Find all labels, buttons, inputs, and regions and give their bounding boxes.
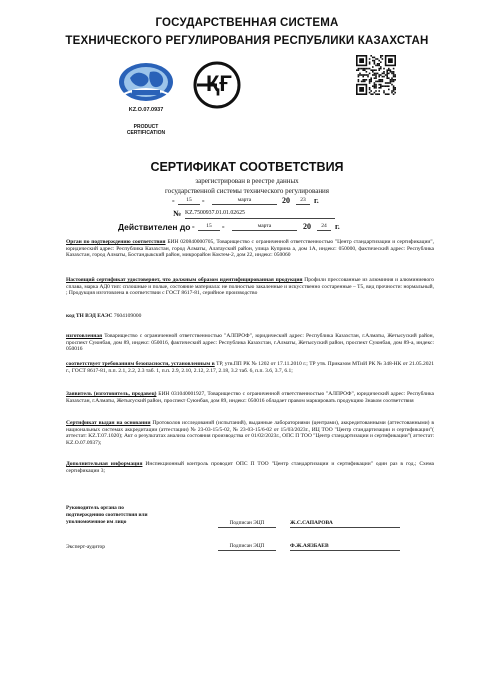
conformity-mark-icon (192, 60, 242, 110)
head-label-line-1: Руководитель органа по (66, 505, 124, 511)
qr-code-icon (356, 55, 396, 95)
valid-year-suffix: г. (335, 222, 340, 231)
title-sub-1: зарегистрирован в реестре данных (195, 177, 299, 185)
signature-1-name: Ж.С.САПАРОВА (290, 519, 400, 528)
head-label-line-2: подтверждению соответствия или (66, 511, 148, 518)
text-certification-body: БИН 020840000705, Товарищество с ограниченной ответственностью "Центр стандартизации и сертификации", юридический адрес: Республика Казахстан, город Алматы, Алатауский район, улица Куприна а, дом 1А, индекс: 050000, фактический адрес: Республика Казахстан, город Алматы, Бостандыкский район, микрорайон Коктем-2, дом 22, индекс: 050060 (66, 239, 434, 259)
reg-year-prefix: 20 (282, 196, 290, 205)
reg-quote-close: » (202, 198, 205, 204)
reg-number-label: № (173, 209, 182, 218)
valid-quote-close: » (222, 224, 225, 230)
body-requirements (66, 361, 434, 374)
reg-quote-open: « (172, 198, 175, 204)
conformity-mark-letters: ҚҒ (206, 71, 232, 96)
label-additional-info: Дополнительная информация (66, 461, 143, 467)
text-additional-info: Инспекционный контроль проводит ОПС П ТОО "Центр стандартизации и сертификации" один раз в год.; Схема сертификации 3; (66, 461, 434, 474)
label-applicant: Заявитель (изготовитель, продавец) (66, 391, 157, 397)
body-product (66, 277, 434, 297)
label-requirements: соответствует требованиям безопасности, установленным в (66, 361, 215, 367)
signature-1-status: Подписан ЭЦП (218, 519, 276, 528)
signature-2-name: Ф.Ж.АЯЗБАЕВ (290, 542, 400, 551)
header-line-2: ТЕХНИЧЕСКОГО РЕГУЛИРОВАНИЯ РЕСПУБЛИКИ КАЗАХСТАН (65, 35, 429, 47)
reg-month: марта (212, 196, 277, 205)
caption-line-certification: CERTIFICATION (126, 130, 166, 136)
text-requirements: ТР, утв.ПП РК № 1202 от 17.11.2010 г.; ТР утв. Приказом МТиИ РК № 348-НК от 21.05.2021 г., ГОСТ 8617-81, п.п. 2.1, 2.2, 2.3 таб. 1, п.п. 2.9, 2.10, 2.12, 2.17, 2.18, 3.2 таб. 6, п.п. 3.6, 3.7, 6.1; (66, 361, 434, 374)
reg-day: 15 (178, 196, 200, 205)
expert-auditor-label: Эксперт-аудитор (66, 544, 106, 550)
body-additional-info (66, 461, 434, 474)
label-manufacturer: изготовленная (66, 333, 103, 339)
accreditation-code: KZ.O.07.0937 (128, 107, 164, 113)
certificate-title: СЕРТИФИКАТ СООТВЕТСТВИЯ (150, 160, 344, 174)
reg-year-suffix: г. (314, 196, 319, 205)
text-manufacturer: Товарищество с ограниченной ответственностью "АЛПРОФ", юридический адрес: Республика Казахстан, г.Алматы, Жетысуский район, проспект Суюнбая, дом 89, индекс: 050016, фактический адрес: Республика Казахстан, г.Алматы, Жетысуский район, проспект Суюнбая, дом 89-а, индекс: 050016 (66, 333, 434, 353)
reg-number: KZ.7500937.01.01.02625 (185, 209, 335, 219)
text-product: Профили прессованные из алюминия и алюминиевого сплава, марка АД0 тип: сплошные и полые, состояние материала: не полностью закаленные и искусственно состаренные – Т5, вид прочности: нормальный, ; Продукция изготовлена в соответствии с ГОСТ 8617-81, серийное производство (66, 277, 434, 297)
signature-2-status: Подписан ЭЦП (218, 542, 276, 551)
valid-until-label: Действителен до (118, 222, 191, 232)
product-certification-caption (108, 124, 184, 136)
valid-month: марта (232, 222, 297, 231)
valid-quote-open: « (192, 224, 195, 230)
valid-year-prefix: 20 (303, 222, 311, 231)
text-basis: Протоколов исследований (испытаний), выданные лабораториями (центрами), аккредитованными (аттестованными) в национальных системах аккредитации (аттестации) № 23-03-15/5-02, № 23-03-15/6-02 от 15/03/2023г., ИЦ ТОО "Центр стандартизации и сертификации"( аттестат: KZ.T.07.1020); Акт о результатах анализа состояния производства от 01/02/2023г., ОПС П ТОО "Центр стандартизации и сертификации"( аттестат: KZ.O.07.0937); (66, 420, 434, 446)
body-certification-body (66, 239, 434, 259)
text-applicant: БИН 031040001927, Товарищество с ограниченной ответственностью "АЛПРОФ", юридический адрес: Республика Казахстан, г.Алматы, Жетысуский район, проспект Суюнбая, дом 89, индекс: 050016 обладает правом маркировать продукцию Знаком соответствия (66, 391, 434, 404)
valid-year: 24 (317, 222, 331, 231)
label-certification-body: Орган по подтверждению соответствия (66, 239, 166, 245)
head-of-body-label (66, 505, 148, 525)
caption-line-product: PRODUCT (133, 124, 159, 130)
body-basis (66, 420, 434, 446)
label-product: Настоящий сертификат удостоверяет, что должным образом идентифицированная продукция (66, 277, 303, 283)
title-sub-2: государственной системы технического регулирования (164, 187, 330, 195)
valid-day: 15 (198, 222, 220, 231)
globe-logo-icon (118, 60, 174, 104)
text-tnved: 7604109000 (112, 313, 142, 319)
body-tnved-code (66, 313, 434, 320)
body-manufacturer (66, 333, 434, 353)
head-label-line-3: уполномоченное им лицо (66, 518, 127, 525)
label-tnved: код ТН ВЭД ЕАЭС (66, 313, 113, 319)
label-basis: Сертификат выдан на основании (66, 420, 151, 426)
header-line-1: ГОСУДАРСТВЕННАЯ СИСТЕМА (155, 17, 339, 29)
body-applicant (66, 391, 434, 404)
reg-year: 23 (296, 196, 310, 205)
